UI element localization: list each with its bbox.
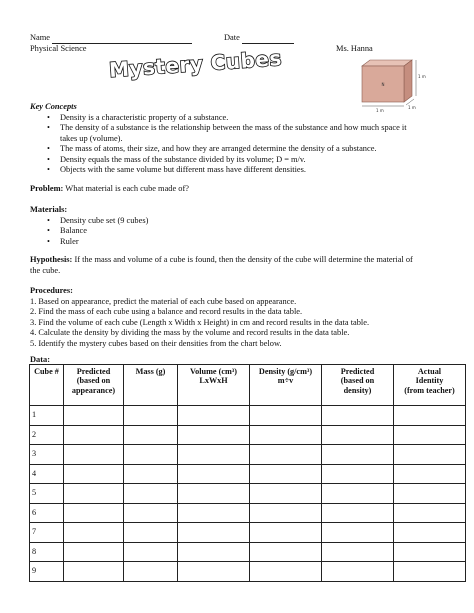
list-item-continuation: takes up (volume). — [60, 133, 123, 143]
mass-cell[interactable] — [124, 464, 178, 484]
mass-cell[interactable] — [124, 503, 178, 523]
table-row — [30, 562, 466, 582]
predicted-appearance-cell[interactable] — [64, 445, 124, 465]
procedure-step: 4. Calculate the density by dividing the mass by the volume and record results in the data table. — [30, 328, 350, 337]
list-item: • Balance — [30, 226, 148, 237]
name-line — [30, 33, 192, 44]
width-label: 1 m — [376, 108, 384, 113]
volume-cell[interactable] — [178, 406, 250, 426]
date-input-line[interactable] — [242, 35, 294, 44]
materials-heading: Materials: — [30, 205, 68, 214]
predicted-density-cell[interactable] — [322, 542, 394, 562]
actual-identity-cell[interactable] — [394, 523, 466, 543]
predicted-density-cell[interactable] — [322, 484, 394, 504]
cube-number: 6 — [30, 503, 64, 523]
predicted-appearance-cell[interactable] — [64, 425, 124, 445]
header-cube-number: Cube # — [30, 365, 64, 406]
predicted-appearance-cell[interactable] — [64, 503, 124, 523]
mass-cell[interactable] — [124, 523, 178, 543]
volume-cell[interactable] — [178, 445, 250, 465]
predicted-density-cell[interactable] — [322, 464, 394, 484]
predicted-density-cell[interactable] — [322, 503, 394, 523]
problem-section — [30, 184, 189, 195]
header-volume: Volume (cm³) LxWxH — [178, 365, 250, 406]
list-item: • Objects with the same volume but different mass have different densities. — [30, 165, 450, 176]
table-row — [30, 464, 466, 484]
date-label: Date — [224, 33, 240, 42]
procedures-section — [30, 286, 460, 349]
hypothesis-text: If the mass and volume of a cube is found, then the density of the cube will determine the material of — [72, 255, 413, 264]
table-header-row — [30, 365, 466, 406]
name-input-line[interactable] — [52, 35, 192, 44]
problem-label: Problem: — [30, 184, 64, 193]
mass-cell[interactable] — [124, 484, 178, 504]
predicted-density-cell[interactable] — [322, 425, 394, 445]
predicted-appearance-cell[interactable] — [64, 464, 124, 484]
density-cell[interactable] — [250, 445, 322, 465]
volume-cell[interactable] — [178, 484, 250, 504]
depth-label: 1 m — [408, 105, 416, 110]
actual-identity-cell[interactable] — [394, 445, 466, 465]
cube-top-face — [362, 60, 412, 66]
height-label: 1 m — [418, 74, 426, 79]
hypothesis-label: Hypothesis: — [30, 255, 73, 264]
volume-cell[interactable] — [178, 562, 250, 582]
table-row — [30, 406, 466, 426]
course-name: Physical Science — [30, 44, 87, 53]
header-predicted-density: Predicted (based on density) — [322, 365, 394, 406]
list-item: • Density is a characteristic property of a substance. — [30, 113, 450, 124]
density-cell[interactable] — [250, 406, 322, 426]
table-row — [30, 503, 466, 523]
density-cell[interactable] — [250, 562, 322, 582]
page-title: Mystery Cubes — [108, 45, 283, 83]
table-row — [30, 425, 466, 445]
table-row — [30, 445, 466, 465]
cube-number: 7 — [30, 523, 64, 543]
actual-identity-cell[interactable] — [394, 503, 466, 523]
density-cell[interactable] — [250, 464, 322, 484]
materials-section — [30, 205, 148, 247]
mass-cell[interactable] — [124, 406, 178, 426]
cube-number: 3 — [30, 445, 64, 465]
cube-number: 9 — [30, 562, 64, 582]
header-density: Density (g/cm³) m÷v — [250, 365, 322, 406]
actual-identity-cell[interactable] — [394, 484, 466, 504]
table-row — [30, 523, 466, 543]
data-label: Data: — [30, 355, 51, 364]
actual-identity-cell[interactable] — [394, 425, 466, 445]
density-cell[interactable] — [250, 523, 322, 543]
procedure-step: 3. Find the volume of each cube (Length x Width x Height) in cm and record results in the data table. — [30, 317, 370, 327]
list-item: • Density cube set (9 cubes) — [30, 216, 148, 227]
cube-side-face — [404, 60, 412, 102]
mass-cell[interactable] — [124, 425, 178, 445]
predicted-appearance-cell[interactable] — [64, 406, 124, 426]
actual-identity-cell[interactable] — [394, 464, 466, 484]
problem-text: What material is each cube made of? — [63, 184, 189, 193]
list-item: • Density equals the mass of the substance divided by its volume; D = m/v. — [30, 155, 450, 166]
predicted-appearance-cell[interactable] — [64, 523, 124, 543]
actual-identity-cell[interactable] — [394, 406, 466, 426]
header-predicted-appearance: Predicted (based on appearance) — [64, 365, 124, 406]
procedures-heading: Procedures: — [30, 286, 73, 295]
density-cell[interactable] — [250, 542, 322, 562]
table-row — [30, 484, 466, 504]
volume-cell[interactable] — [178, 523, 250, 543]
predicted-appearance-cell[interactable] — [64, 562, 124, 582]
actual-identity-cell[interactable] — [394, 562, 466, 582]
name-label: Name — [30, 33, 50, 42]
density-cell[interactable] — [250, 425, 322, 445]
teacher-name: Ms. Hanna — [336, 44, 373, 53]
key-concepts-heading: Key Concepts — [30, 102, 77, 111]
predicted-density-cell[interactable] — [322, 445, 394, 465]
list-item: • The mass of atoms, their size, and how they are arranged determine the density of a substance. — [30, 144, 450, 155]
procedure-step: 5. Identify the mystery cubes based on their densities from the chart below. — [30, 338, 282, 348]
procedures-list — [30, 297, 460, 350]
header-actual-identity: Actual Identity (from teacher) — [394, 365, 466, 406]
predicted-appearance-cell[interactable] — [64, 542, 124, 562]
procedure-step: 1. Based on appearance, predict the material of each cube based on appearance. — [30, 296, 297, 306]
list-item: • Ruler — [30, 237, 148, 248]
cube-number: 1 — [30, 406, 64, 426]
cube-number: 8 — [30, 542, 64, 562]
cube-number: 2 — [30, 425, 64, 445]
volume-cell[interactable] — [178, 503, 250, 523]
density-cell[interactable] — [250, 484, 322, 504]
volume-cell[interactable] — [178, 542, 250, 562]
header-mass: Mass (g) — [124, 365, 178, 406]
mass-cell[interactable] — [124, 542, 178, 562]
cube-front-label: N — [381, 82, 385, 87]
date-line — [224, 33, 294, 44]
mass-cell[interactable] — [124, 562, 178, 582]
predicted-appearance-cell[interactable] — [64, 484, 124, 504]
predicted-density-cell[interactable] — [322, 523, 394, 543]
data-table — [29, 364, 466, 582]
predicted-density-cell[interactable] — [322, 562, 394, 582]
hypothesis-text-continued: the cube. — [30, 265, 61, 275]
key-concepts-list — [30, 113, 450, 176]
table-row — [30, 542, 466, 562]
cube-number: 5 — [30, 484, 64, 504]
key-concepts-section — [30, 102, 450, 176]
predicted-density-cell[interactable] — [322, 406, 394, 426]
hypothesis-section — [30, 255, 455, 276]
volume-cell[interactable] — [178, 464, 250, 484]
procedure-step: 2. Find the mass of each cube using a balance and record results in the data table. — [30, 307, 303, 316]
cube-number: 4 — [30, 464, 64, 484]
actual-identity-cell[interactable] — [394, 542, 466, 562]
volume-cell[interactable] — [178, 425, 250, 445]
materials-list — [30, 216, 148, 248]
density-cell[interactable] — [250, 503, 322, 523]
list-item: • The density of a substance is the relationship between the mass of the substance and how much space it — [30, 123, 450, 134]
mass-cell[interactable] — [124, 445, 178, 465]
